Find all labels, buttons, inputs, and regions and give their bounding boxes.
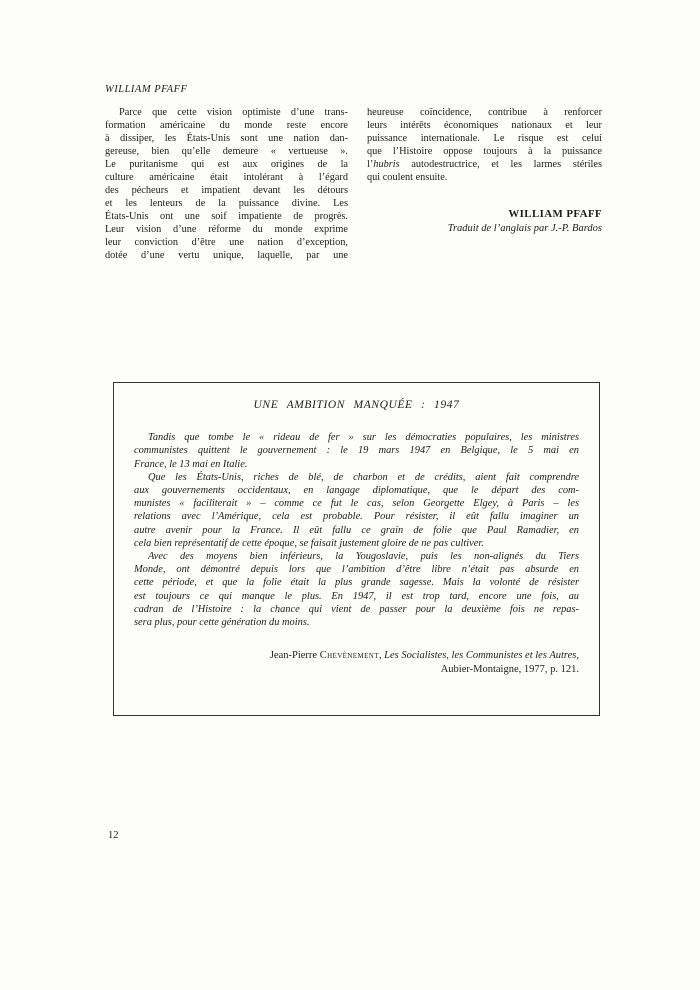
text-line: sera plus, pour cette génération du moins. [134, 617, 310, 629]
text-line: culture américaine était intolérant à l’égard [105, 172, 348, 183]
text-line: formation américaine du monde reste encore [105, 120, 348, 131]
text-line: qui coulent ensuite. [367, 172, 448, 183]
text-line: communistes quittent le gouvernement : le 19 mars 1947 en Belgique, le 5 mai en [134, 445, 579, 457]
text-line: Parce que cette vision optimiste d’une trans- [119, 107, 348, 118]
citation-work-title: Les Socialistes, les Communistes et les Autres, [384, 650, 579, 662]
boxed-excerpt-paragraph-3 [134, 550, 579, 629]
page-number: 12 [108, 830, 119, 841]
text-line: dotée d’une vertu unique, laquelle, par une [105, 250, 348, 261]
text-line: cela bien représentatif de cette époque, se faisait justement gloire de ne pas cultiver. [134, 537, 484, 549]
text-line: Avec des moyens bien inférieurs, la Yougoslavie, puis les non-alignés du Tiers [148, 551, 579, 563]
text-line: autre avenir pour la France. Il eût fallu ce grain de folie que Paul Ramadier, en [134, 524, 579, 536]
citation-line-1 [134, 649, 579, 663]
boxed-excerpt-paragraph-1 [134, 431, 579, 471]
boxed-excerpt-paragraph-2 [134, 471, 579, 550]
text-line: gereuse, bien qu’elle demeure « vertueuse ». [105, 146, 348, 157]
text-line: Leur vision d’une réforme du monde exprime [105, 224, 348, 235]
text-line: États-Unis ont une soif impatiente de progrès. [105, 211, 348, 222]
text-line: puissance internationale. Le risque est celui [367, 133, 602, 144]
boxed-excerpt-title: UNE AMBITION MANQUÉE : 1947 [253, 399, 460, 411]
text-line: cette période, et que la folie était la plus grande sagesse. Mais la volonté de résister [134, 577, 579, 589]
text-line: que l’Histoire oppose toujours à la puissance [367, 146, 602, 157]
article-column-left [105, 106, 348, 262]
article-column-right-text [367, 106, 602, 184]
text-line: relations avec l’Amérique, cela est probable. Pour résister, il eût fallu imaginer un [134, 511, 579, 523]
citation-line-2: Aubier-Montaigne, 1977, p. 121. [440, 663, 579, 675]
citation-author-given: Jean-Pierre [269, 650, 320, 662]
text-line: leurs intérêts économiques nationaux et leur [367, 120, 602, 131]
citation-author-surname: Chevènement [319, 650, 379, 662]
boxed-excerpt [113, 382, 600, 716]
citation-separator: , [378, 650, 385, 662]
text-line: Tandis que tombe le « rideau de fer » sur les démocraties populaires, les ministres [148, 432, 579, 444]
article-signature [367, 208, 602, 235]
article-body [105, 106, 602, 262]
running-head: WILLIAM PFAFF [105, 84, 188, 95]
boxed-excerpt-citation [134, 649, 579, 676]
text-line: à dissiper, les États-Unis sont une nation dan- [105, 133, 348, 144]
text-line: et les lenteurs de la puissance divine. Les [105, 198, 348, 209]
text-line: Que les États-Unis, riches de blé, de charbon et de crédits, aient fait comprendre [148, 471, 579, 483]
signature-author: WILLIAM PFAFF [508, 208, 602, 220]
text-line: France, le 13 mai en Italie. [134, 458, 248, 470]
text-line: l’hubris autodestructrice, et les larmes stériles [367, 159, 602, 170]
text-line: aux gouvernements occidentaux, en langage diplomatique, que le départ des com- [134, 485, 579, 497]
text-line: Monde, ont démontré depuis lors que l’ambition d’être libre n’était pas absurde en [134, 564, 579, 576]
text-line: cadran de l’Histoire : la chance qui vient de passer pour la deuxième fois ne repas- [134, 603, 579, 615]
text-line: des pécheurs et impatient devant les détours [105, 185, 348, 196]
text-line: leur conviction d’être une nation d’exception, [105, 237, 348, 248]
text-line: est toujours ce qui manque le plus. En 1947, il est trop tard, encore une fois, au [134, 590, 579, 602]
signature-translation-credit: Traduit de l’anglais par J.-P. Bardos [447, 223, 602, 234]
text-line: munistes « faciliterait » – comme ce fut le cas, selon Georgette Elgey, à Paris – les [134, 498, 579, 510]
text-line: heureuse coïncidence, contribue à renforcer [367, 107, 602, 118]
article-column-right [367, 106, 602, 262]
text-line: Le puritanisme qui est aux origines de la [105, 159, 348, 170]
